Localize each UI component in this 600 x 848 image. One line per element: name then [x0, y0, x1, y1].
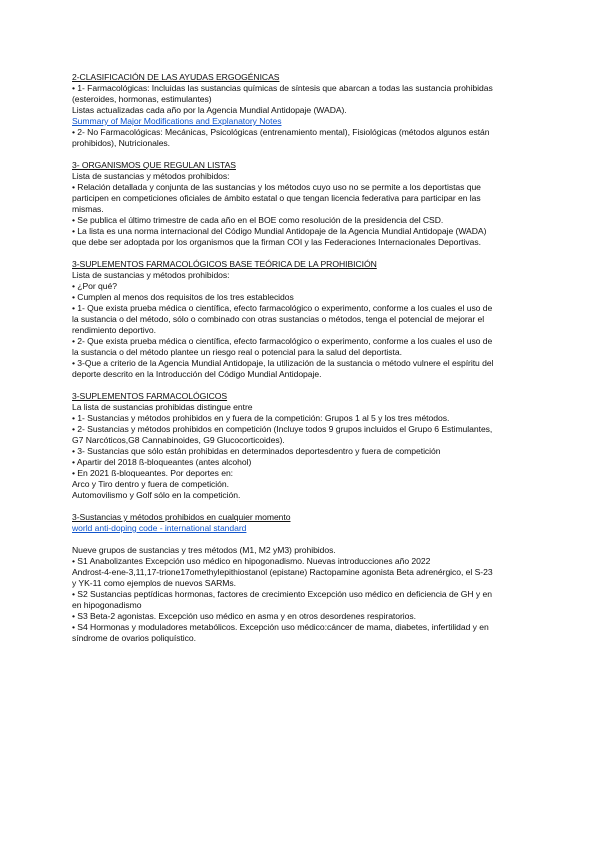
text-line: • La lista es una norma internacional del Código Mundial Antidopaje de la Agencia Mundial Antidopaje (WADA) [72, 226, 487, 236]
text-line: la sustancia o del método plantee un riesgo real o potencial para la salud del deportista. [72, 347, 402, 357]
text-line: en hipogonadismo [72, 600, 142, 610]
text-line: Arco y Tiro dentro y fuera de competición. [72, 479, 229, 489]
section-s5 [72, 512, 534, 644]
text-line: • S2 Sustancias peptídicas hormonas, factores de crecimiento Excepción uso médico en deficiencia de GH y en [72, 589, 492, 599]
text-line: Automovilismo y Golf sólo en la competición. [72, 490, 241, 500]
text-line: Nueve grupos de sustancias y tres métodos (M1, M2 yM3) prohibidos. [72, 545, 336, 555]
text-line: participen en competiciones oficiales de ámbito estatal o que tengan licencia federativa para participar en las [72, 193, 481, 203]
section-s3 [72, 259, 534, 380]
section-s2 [72, 160, 534, 248]
text-line: Androst-4-ene-3,11,17-trione17omethylepithiostanol (epistane) Ractopamine agonista Beta adrenérgico, el S-23 [72, 567, 493, 577]
text-line: • 1- Sustancias y métodos prohibidos en y fuera de la competición: Grupos 1 al 5 y los tres métodos. [72, 413, 450, 423]
text-line: deporte descrito en la Introducción del Código Mundial Antidopaje. [72, 369, 322, 379]
text-line: la sustancia o del método, sólo o combinado con otras sustancias o métodos, tenga el potencial de mejorar el [72, 314, 485, 324]
text-line: • 2- Que exista prueba médica o científica, efecto farmacológico o experimento, conforme a los cuales el uso de [72, 336, 493, 346]
text-line: prohibidos), Nutricionales. [72, 138, 171, 148]
text-line: Lista de sustancias y métodos prohibidos: [72, 171, 230, 181]
text-line: • 3-Que a criterio de la Agencia Mundial Antidopaje, la utilización de la sustancia o método vulnere el espíritu del [72, 358, 494, 368]
section-s1 [72, 72, 534, 149]
section-heading: 3-Sustancias y métodos prohibidos en cualquier momento [72, 512, 291, 522]
text-line: • ¿Por qué? [72, 281, 117, 291]
text-line: • Cumplen al menos dos requisitos de los tres establecidos [72, 292, 294, 302]
hyperlink[interactable]: world anti-doping code - international standard [72, 523, 247, 533]
text-line: Lista de sustancias y métodos prohibidos: [72, 270, 230, 280]
text-line: • Apartir del 2018 ß-bloqueantes (antes alcohol) [72, 457, 252, 467]
document-page [72, 72, 534, 644]
text-line: • S1 Anabolizantes Excepción uso médico en hipogonadismo. Nuevas introducciones año 2022 [72, 556, 431, 566]
text-line: (esteroides, hormonas, estimulantes) [72, 94, 212, 104]
text-line: síndrome de ovarios poliquístico. [72, 633, 196, 643]
text-line: G7 Narcóticos,G8 Cannabinoides, G9 Glucocorticoides). [72, 435, 285, 445]
section-spacer [72, 501, 534, 512]
text-line: mismas. [72, 204, 104, 214]
text-line: • 2- Sustancias y métodos prohibidos en competición (Incluye todos 9 grupos incluidos el Grupo 6 Estimulantes, [72, 424, 493, 434]
text-line: • Relación detallada y conjunta de las sustancias y los métodos cuyo uso no se permite a los deportistas que [72, 182, 481, 192]
text-line: • Se publica el último trimestre de cada año en el BOE como resolución de la presidencia del CSD. [72, 215, 444, 225]
section-heading: 3-SUPLEMENTOS FARMACOLÓGICOS [72, 391, 228, 401]
text-line: Listas actualizadas cada año por la Agencia Mundial Antidopaje (WADA). [72, 105, 347, 115]
section-heading: 2-CLASIFICACIÓN DE LAS AYUDAS ERGOGÉNICAS [72, 72, 280, 82]
section-heading: 3-SUPLEMENTOS FARMACOLÓGICOS BASE TEÓRICA DE LA PROHIBICIÓN [72, 259, 377, 269]
text-line: • S3 Beta-2 agonistas. Excepción uso médico en asma y en otros desordenes respiratorios. [72, 611, 416, 621]
text-line: y YK-11 como ejemplos de nuevos SARMs. [72, 578, 237, 588]
text-line: • 1- Farmacológicas: Incluidas las sustancias químicas de síntesis que abarcan a todas las sustancia prohibidas [72, 83, 493, 93]
section-spacer [72, 380, 534, 391]
section-heading: 3- ORGANISMOS QUE REGULAN LISTAS [72, 160, 236, 170]
text-line: que debe ser adoptada por los organismos que la firman COI y las Federaciones Internacionales Deportivas. [72, 237, 481, 247]
text-line: • 2- No Farmacológicas: Mecánicas, Psicológicas (entrenamiento mental), Fisiológicas (métodos algunos están [72, 127, 490, 137]
text-line: rendimiento deportivo. [72, 325, 156, 335]
text-line: • 1- Que exista prueba médica o científica, efecto farmacológico o experimento, conforme a los cuales el uso de [72, 303, 493, 313]
hyperlink[interactable]: Summary of Major Modifications and Explanatory Notes [72, 116, 282, 126]
section-spacer [72, 149, 534, 160]
section-spacer [72, 248, 534, 259]
text-line: La lista de sustancias prohibidas distingue entre [72, 402, 253, 412]
text-line: • En 2021 ß-bloqueantes. Por deportes en: [72, 468, 234, 478]
text-line: • 3- Sustancias que sólo están prohibidas en determinados deportesdentro y fuera de competición [72, 446, 441, 456]
blank-line [72, 534, 534, 545]
section-s4 [72, 391, 534, 501]
text-line: • S4 Hormonas y moduladores metabólicos. Excepción uso médico:cáncer de mama, diabetes, infertilidad y en [72, 622, 489, 632]
